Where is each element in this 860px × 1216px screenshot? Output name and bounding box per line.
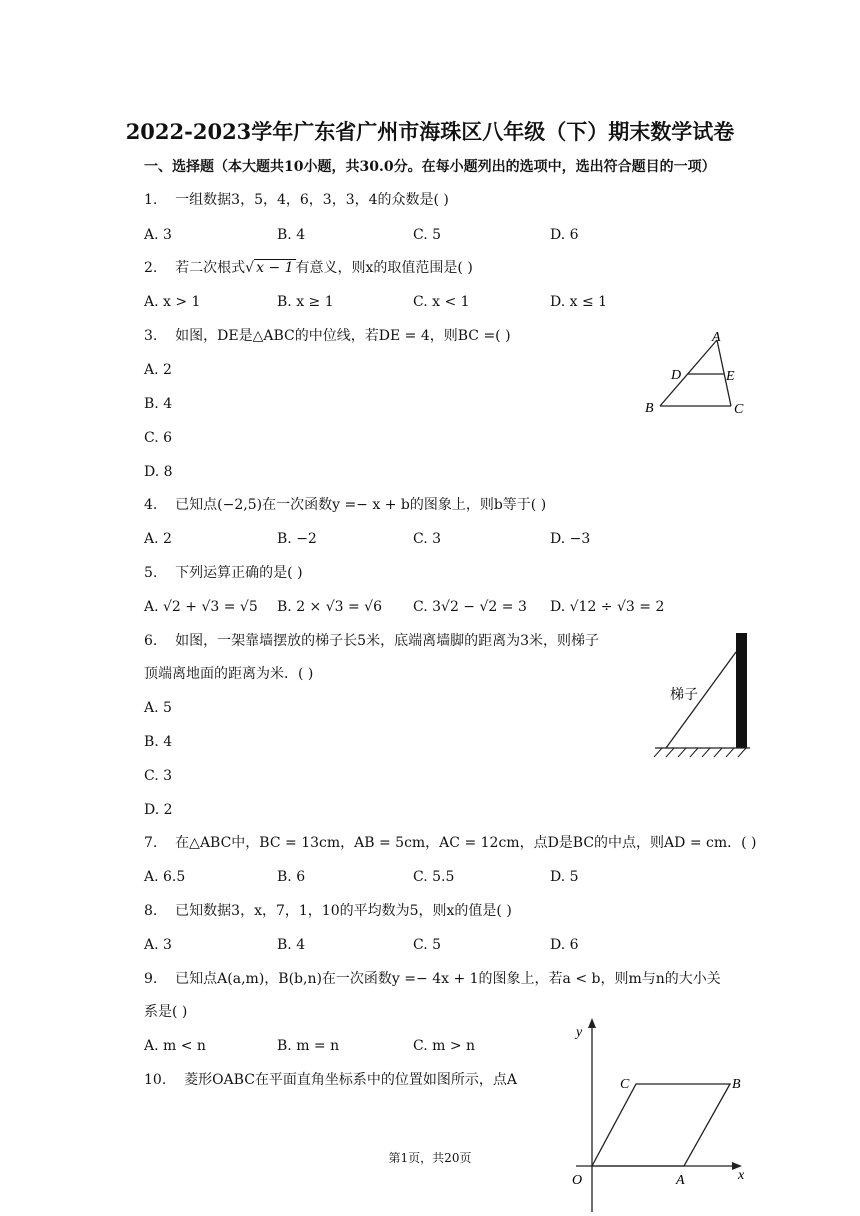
question-number: 4. bbox=[144, 497, 158, 513]
option-a: A. 5 bbox=[144, 700, 172, 716]
question-text: 已知点A(a,m)，B(b,n)在一次函数y =− 4x + 1的图象上，若a < b，则m与n的大小关 bbox=[175, 971, 721, 987]
option-a: A. 3 bbox=[144, 227, 172, 243]
vertex-label-a: A bbox=[676, 1173, 685, 1188]
option-c: C. 5 bbox=[413, 937, 442, 953]
option-c: C. 5 bbox=[413, 227, 442, 243]
question-text-pre: 若二次根式 bbox=[175, 260, 246, 276]
question-text: 一组数据3，5，4，6，3，3，4的众数是( ) bbox=[175, 192, 449, 208]
option-b: B. 4 bbox=[144, 396, 173, 412]
option-b: B. 4 bbox=[277, 227, 306, 243]
option-d: D. 5 bbox=[550, 869, 579, 885]
vertex-label-b: B bbox=[645, 401, 654, 416]
question-text: 如图，一架靠墙摆放的梯子长5米，底端离墙脚的距离为3米，则梯子 bbox=[175, 633, 599, 649]
option-c: C. 6 bbox=[144, 430, 173, 446]
question-text-post: 有意义，则x的取值范围是( ) bbox=[295, 260, 473, 276]
option-c: C. 3√2 − √2 = 3 bbox=[413, 599, 527, 615]
question-text: 如图，DE是△ABC的中位线，若DE = 4，则BC =( ) bbox=[175, 328, 511, 344]
option-d: D. −3 bbox=[550, 531, 591, 547]
question-7 bbox=[144, 834, 757, 852]
option-d: D. x ≤ 1 bbox=[550, 294, 608, 310]
triangle-figure bbox=[640, 328, 750, 420]
question-5 bbox=[144, 564, 303, 582]
option-d: D. √12 ÷ √3 = 2 bbox=[550, 599, 665, 615]
vertex-label-e: E bbox=[726, 369, 735, 384]
vertex-label-o: O bbox=[572, 1173, 583, 1188]
vertex-label-d: D bbox=[671, 368, 682, 383]
option-d: D. 6 bbox=[550, 227, 579, 243]
question-8 bbox=[144, 902, 512, 920]
page-footer: 第1页，共20页 bbox=[388, 1151, 472, 1165]
question-10 bbox=[144, 1071, 517, 1089]
question-number: 3. bbox=[144, 328, 158, 344]
option-c: C. m > n bbox=[413, 1038, 476, 1054]
question-number: 1. bbox=[144, 192, 158, 208]
question-6-line-2: 顶端离地面的距离为米．( ) bbox=[144, 666, 314, 682]
option-d: D. 6 bbox=[550, 937, 579, 953]
option-a: A. √2 + √3 = √5 bbox=[144, 599, 258, 615]
rhombus-figure bbox=[560, 1016, 756, 1212]
question-text: 下列运算正确的是( ) bbox=[175, 565, 303, 581]
question-number: 5. bbox=[144, 565, 158, 581]
question-number: 9. bbox=[144, 971, 158, 987]
question-6 bbox=[144, 632, 599, 650]
question-text: 在△ABC中，BC = 13cm，AB = 5cm，AC = 12cm，点D是BC的中点，则AD = cm．( ) bbox=[175, 835, 757, 851]
question-number: 7. bbox=[144, 835, 158, 851]
option-b: B. 4 bbox=[144, 734, 173, 750]
option-b: B. 4 bbox=[277, 937, 306, 953]
option-c: C. 3 bbox=[144, 768, 173, 784]
question-number: 10. bbox=[144, 1072, 167, 1088]
section-heading: 一、选择题（本大题共10小题，共30.0分。在每小题列出的选项中，选出符合题目的一项） bbox=[144, 159, 716, 175]
question-text: 已知点(−2,5)在一次函数y =− x + b的图象上，则b等于( ) bbox=[175, 497, 547, 513]
option-a: A. 2 bbox=[144, 531, 172, 547]
ladder-label: 梯子 bbox=[670, 687, 698, 703]
vertex-label-c: C bbox=[620, 1077, 630, 1092]
option-c: C. x < 1 bbox=[413, 294, 470, 310]
option-a: A. x > 1 bbox=[144, 294, 201, 310]
question-text: 已知数据3，x，7，1，10的平均数为5，则x的值是( ) bbox=[175, 903, 512, 919]
option-d: D. 8 bbox=[144, 464, 173, 480]
question-number: 8. bbox=[144, 903, 158, 919]
question-9 bbox=[144, 970, 721, 988]
vertex-label-c: C bbox=[734, 402, 744, 417]
option-c: C. 3 bbox=[413, 531, 442, 547]
question-1 bbox=[144, 191, 449, 209]
radicand: x − 1 bbox=[256, 260, 294, 276]
question-number: 2. bbox=[144, 260, 158, 276]
option-a: A. m < n bbox=[144, 1038, 206, 1054]
option-b: B. 6 bbox=[277, 869, 306, 885]
option-d: D. 2 bbox=[144, 802, 173, 818]
option-c: C. 5.5 bbox=[413, 869, 455, 885]
ladder-figure bbox=[650, 630, 752, 760]
axis-label-y: y bbox=[576, 1025, 583, 1040]
vertex-label-a: A bbox=[712, 330, 721, 345]
question-9-line-2: 系是( ) bbox=[144, 1004, 188, 1020]
sqrt-sign: √ bbox=[245, 260, 255, 276]
option-b: B. m = n bbox=[277, 1038, 340, 1054]
page-title: 2022-2023学年广东省广州市海珠区八年级（下）期末数学试卷 bbox=[125, 119, 735, 144]
option-b: B. 2 × √3 = √6 bbox=[277, 599, 383, 615]
question-4 bbox=[144, 496, 546, 514]
question-3 bbox=[144, 327, 511, 345]
option-b: B. −2 bbox=[277, 531, 317, 547]
option-a: A. 2 bbox=[144, 362, 172, 378]
question-number: 6. bbox=[144, 633, 158, 649]
question-2 bbox=[144, 259, 473, 277]
option-b: B. x ≥ 1 bbox=[277, 294, 334, 310]
vertex-label-b: B bbox=[732, 1077, 741, 1092]
question-text: 菱形OABC在平面直角坐标系中的位置如图所示，点A bbox=[184, 1072, 518, 1088]
option-a: A. 3 bbox=[144, 937, 172, 953]
option-a: A. 6.5 bbox=[144, 869, 186, 885]
axis-label-x: x bbox=[738, 1168, 745, 1183]
